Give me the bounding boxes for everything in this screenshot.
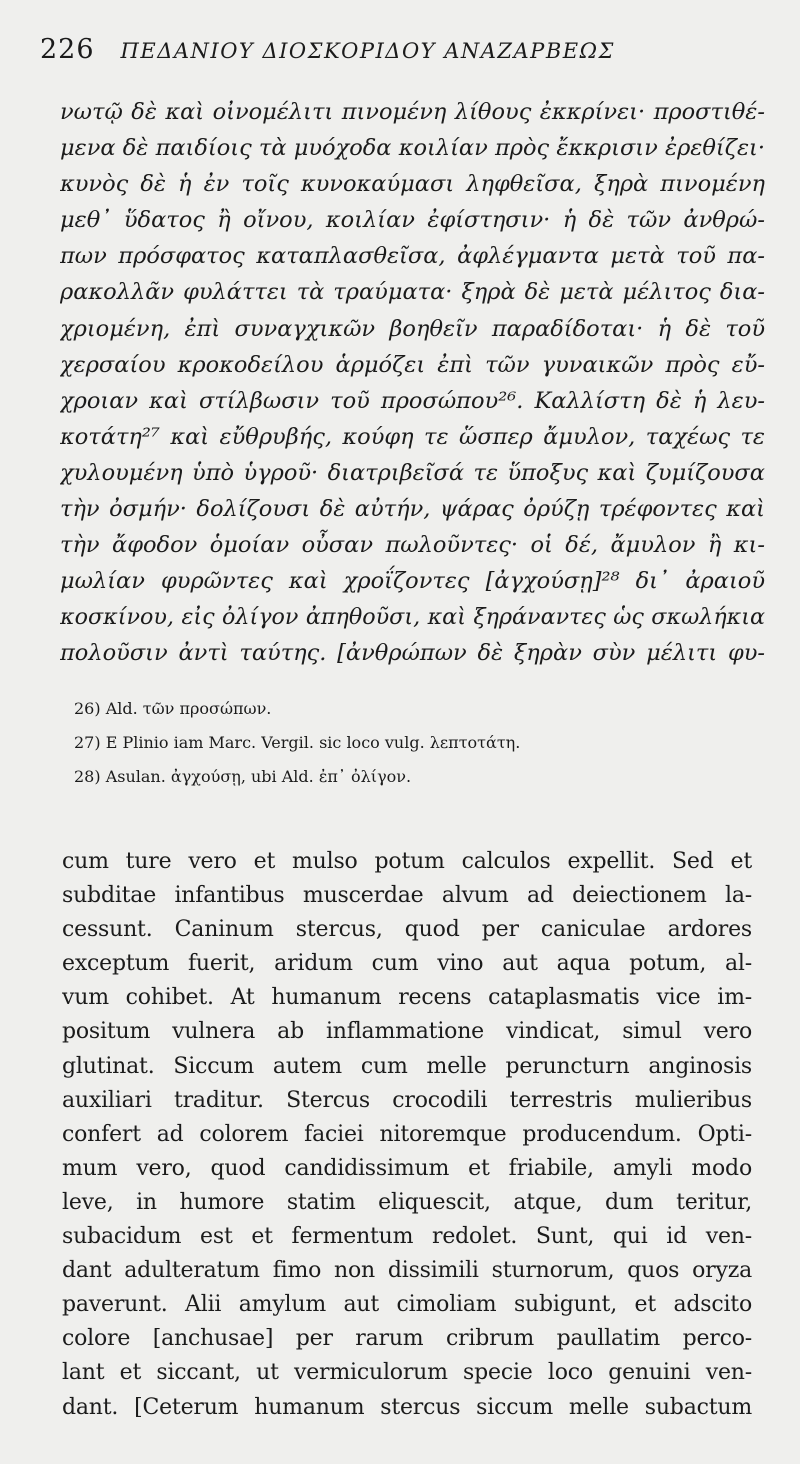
page-number: 226: [40, 34, 95, 65]
latin-line: leve, in humore statim eliquescit, atque, dum teritur,: [62, 1189, 752, 1215]
latin-line: exceptum fuerit, aridum cum vino aut aqua potum, al-: [62, 951, 752, 977]
greek-line: μωλίαν φυρῶντες καὶ χροΐζοντες [ἀγχούσῃ]²⁸ δι᾽ ἀραιοῦ: [60, 568, 765, 595]
page-header: [40, 34, 760, 74]
latin-line: auxiliari traditur. Stercus crocodili terrestris mulieribus: [62, 1087, 752, 1113]
greek-line: χερσαίου κροκοδείλου ἁρμόζει ἐπὶ τῶν γυναικῶν πρὸς εὔ-: [60, 351, 765, 378]
greek-line: χροιαν καὶ στίλβωσιν τοῦ προσώπου²⁶. Καλλίστη δὲ ἡ λευ-: [60, 387, 765, 414]
greek-line: ρακολλᾶν φυλάττει τὰ τραύματα· ξηρὰ δὲ μετὰ μέλιτος δια-: [60, 279, 765, 306]
latin-line: glutinat. Siccum autem cum melle peruncturn anginosis: [62, 1053, 752, 1079]
greek-line: μενα δὲ παιδίοις τὰ μυόχοδα κοιλίαν πρὸς ἔκκρισιν ἐρεθίζει·: [60, 135, 765, 162]
latin-line: colore [anchusae] per rarum cribrum paullatim perco-: [62, 1326, 752, 1352]
greek-line: μεθ᾽ ὕδατος ἢ οἴνου, κοιλίαν ἐφίστησιν· ἡ δὲ τῶν ἀνθρώ-: [60, 207, 765, 234]
footnote: 26) Ald. τῶν προσώπων.: [74, 699, 272, 718]
latin-line: subditae infantibus muscerdae alvum ad deiectionem la-: [62, 883, 752, 909]
greek-line: τὴν ἄφοδον ὁμοίαν οὖσαν πωλοῦντες· οἱ δέ, ἄμυλον ἢ κι-: [60, 532, 765, 559]
latin-text-block: [62, 845, 752, 1425]
latin-line: vum cohibet. At humanum recens cataplasmatis vice im-: [62, 985, 752, 1011]
greek-line: πων πρόσφατος καταπλασθεῖσα, ἀφλέγμαντα μετὰ τοῦ πα-: [60, 243, 765, 270]
latin-line: cum ture vero et mulso potum calculos expellit. Sed et: [62, 849, 752, 874]
latin-line: lant et siccant, ut vermiculorum specie loco genuini ven-: [62, 1360, 752, 1386]
footnotes: [74, 692, 764, 794]
greek-line: κοσκίνου, εἰς ὀλίγον ἀπηθοῦσι, καὶ ξηράναντες ὡς σκωλήκια: [60, 604, 765, 631]
footnote: 27) E Plinio iam Marc. Vergil. sic loco vulg. λεπτοτάτη.: [74, 733, 521, 752]
latin-line: dant. [Ceterum humanum stercus siccum melle subactum: [62, 1394, 752, 1420]
latin-line: dant adulteratum fimo non dissimili sturnorum, quos oryza: [62, 1258, 752, 1284]
greek-line: κοτάτη²⁷ καὶ εὔθρυβής, κούφη τε ὥσπερ ἄμυλον, ταχέως τε: [60, 423, 765, 450]
latin-line: mum vero, quod candidissimum et friabile, amyli modo: [62, 1155, 752, 1181]
running-title: ΠΕΔΑΝΙΟΥ ΔΙΟΣΚΟΡΙΔΟΥ ΑΝΑΖΑΡΒΕΩΣ: [120, 39, 615, 63]
greek-text-block: [60, 94, 765, 672]
greek-line: χριομένη, ἐπὶ συναγχικῶν βοηθεῖν παραδίδοται· ἡ δὲ τοῦ: [60, 315, 765, 342]
greek-line: τὴν ὀσμήν· δολίζουσι δὲ αὐτήν, ψάρας ὀρύζῃ τρέφοντες καὶ: [60, 496, 765, 523]
latin-line: paverunt. Alii amylum aut cimoliam subigunt, et adscito: [62, 1292, 752, 1318]
latin-line: positum vulnera ab inflammatione vindicat, simul vero: [62, 1019, 752, 1045]
footnote: 28) Asulan. ἀγχούσῃ, ubi Ald. ἐπ᾽ ὀλίγον.: [74, 767, 412, 786]
greek-line: κυνὸς δὲ ἡ ἐν τοῖς κυνοκαύμασι ληφθεῖσα, ξηρὰ πινομένη: [60, 171, 765, 198]
greek-line: νωτῷ δὲ καὶ οἰνομέλιτι πινομένη λίθους ἐκκρίνει· προστιθέ-: [60, 99, 765, 125]
latin-line: confert ad colorem faciei nitoremque producendum. Opti-: [62, 1121, 752, 1147]
greek-line: χυλουμένη ὑπὸ ὑγροῦ· διατριβεῖσά τε ὕποξυς καὶ ζυμίζουσα: [60, 459, 765, 486]
greek-line: πολοῦσιν ἀντὶ ταύτης. [ἀνθρώπων δὲ ξηρὰν σὺν μέλιτι φυ-: [60, 640, 765, 667]
latin-line: cessunt. Caninum stercus, quod per caniculae ardores: [62, 917, 752, 943]
latin-line: subacidum est et fermentum redolet. Sunt, qui id ven-: [62, 1224, 752, 1250]
